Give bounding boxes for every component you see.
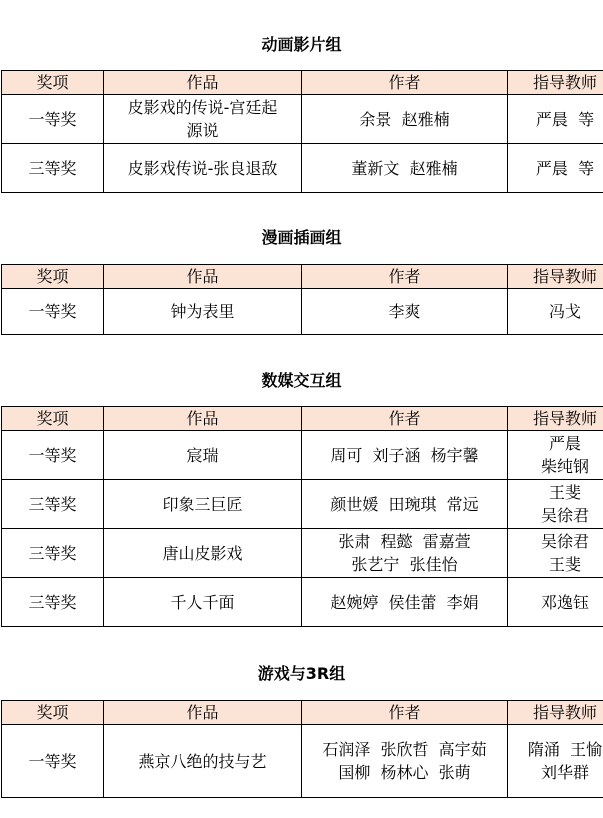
table-row <box>2 480 603 529</box>
header-author: 作者 <box>302 407 508 431</box>
author-cell <box>302 289 508 335</box>
work-cell <box>104 529 302 578</box>
table-row <box>2 529 603 578</box>
table-row <box>2 431 603 480</box>
teacher-cell <box>508 431 603 480</box>
author-cell <box>302 144 508 193</box>
teacher-cell <box>508 480 603 529</box>
work-cell <box>104 578 302 627</box>
work-cell <box>104 289 302 335</box>
header-work: 作品 <box>104 701 302 725</box>
header-award: 奖项 <box>2 71 104 95</box>
header-author: 作者 <box>302 71 508 95</box>
teacher-line: 王斐 <box>548 483 581 502</box>
header-author: 作者 <box>302 265 508 289</box>
header-teacher: 指导教师 <box>508 71 603 95</box>
award-cell: 一等奖 <box>2 431 104 480</box>
award-cell: 三等奖 <box>2 480 104 529</box>
teacher-line: 严晨 等 <box>535 109 595 129</box>
work-cell <box>104 95 302 144</box>
teacher-line: 严晨 <box>548 434 581 453</box>
author-line: 张肃 程懿 雷嘉萱 <box>338 532 471 551</box>
work-line: 源说 <box>186 121 219 140</box>
author-line: 李爽 <box>388 302 421 321</box>
author-line: 周可 刘子涵 杨宇馨 <box>330 445 479 465</box>
work-line: 千人千面 <box>170 592 235 612</box>
teacher-cell <box>508 725 603 798</box>
header-award: 奖项 <box>2 265 104 289</box>
work-cell <box>104 144 302 193</box>
award-cell: 一等奖 <box>2 95 104 144</box>
author-cell <box>302 95 508 144</box>
group-title-animation: 动画影片组 <box>261 35 342 54</box>
award-table-games-3r <box>1 700 603 798</box>
award-table-digital-media <box>1 406 603 627</box>
award-table-comics <box>1 264 603 335</box>
award-cell: 三等奖 <box>2 529 104 578</box>
award-cell: 三等奖 <box>2 144 104 193</box>
teacher-line: 冯戈 <box>548 302 581 321</box>
table-row <box>2 95 603 144</box>
header-author: 作者 <box>302 701 508 725</box>
group-title-digital-media: 数媒交互组 <box>261 371 342 390</box>
award-cell: 一等奖 <box>2 289 104 335</box>
teacher-cell <box>508 529 603 578</box>
author-line: 国柳 杨林心 张萌 <box>338 763 471 782</box>
teacher-line: 柴纯钢 <box>540 457 589 476</box>
teacher-line: 严晨 等 <box>535 158 595 178</box>
teacher-line: 王斐 <box>548 555 581 574</box>
author-cell <box>302 529 508 578</box>
work-line: 印象三巨匠 <box>162 494 243 514</box>
author-cell <box>302 480 508 529</box>
header-teacher: 指导教师 <box>508 701 603 725</box>
teacher-line: 邓逸钰 <box>540 592 589 612</box>
table-row <box>2 578 603 627</box>
award-cell: 一等奖 <box>2 725 104 798</box>
work-cell <box>104 431 302 480</box>
author-line: 石润泽 张欣哲 高宇茹 <box>322 740 487 759</box>
author-line: 张艺宁 张佳怡 <box>351 555 458 574</box>
work-line: 钟为表里 <box>170 302 235 321</box>
author-line: 董新文 赵雅楠 <box>351 158 458 178</box>
header-award: 奖项 <box>2 407 104 431</box>
header-work: 作品 <box>104 407 302 431</box>
author-cell <box>302 725 508 798</box>
teacher-cell <box>508 95 603 144</box>
table-row <box>2 144 603 193</box>
header-teacher: 指导教师 <box>508 407 603 431</box>
teacher-cell <box>508 289 603 335</box>
header-award: 奖项 <box>2 701 104 725</box>
teacher-cell <box>508 578 603 627</box>
header-work: 作品 <box>104 71 302 95</box>
author-line: 余景 赵雅楠 <box>359 109 450 129</box>
work-line: 宸瑞 <box>186 445 219 465</box>
author-line: 赵婉婷 侯佳蕾 李娟 <box>330 592 479 612</box>
work-cell <box>104 480 302 529</box>
group-title-comics: 漫画插画组 <box>261 228 342 247</box>
work-line: 唐山皮影戏 <box>162 543 243 563</box>
award-table-animation <box>1 70 603 193</box>
award-cell: 三等奖 <box>2 578 104 627</box>
group-title-games-3r: 游戏与3R组 <box>257 664 346 683</box>
header-work: 作品 <box>104 265 302 289</box>
author-line: 颜世媛 田琬琪 常远 <box>330 494 479 514</box>
work-line: 燕京八绝的技与艺 <box>138 751 267 771</box>
teacher-line: 吴徐君 <box>540 532 589 551</box>
table-row <box>2 725 603 798</box>
teacher-cell <box>508 144 603 193</box>
teacher-line: 刘华群 <box>540 763 589 782</box>
teacher-line: 吴徐君 <box>540 506 589 525</box>
author-cell <box>302 431 508 480</box>
work-line: 皮影戏传说-张良退敌 <box>127 158 278 178</box>
author-cell <box>302 578 508 627</box>
table-row <box>2 289 603 335</box>
work-line: 皮影戏的传说-宫廷起 <box>127 98 278 117</box>
teacher-line: 隋涌 王愉 <box>527 740 603 759</box>
header-teacher: 指导教师 <box>508 265 603 289</box>
work-cell <box>104 725 302 798</box>
